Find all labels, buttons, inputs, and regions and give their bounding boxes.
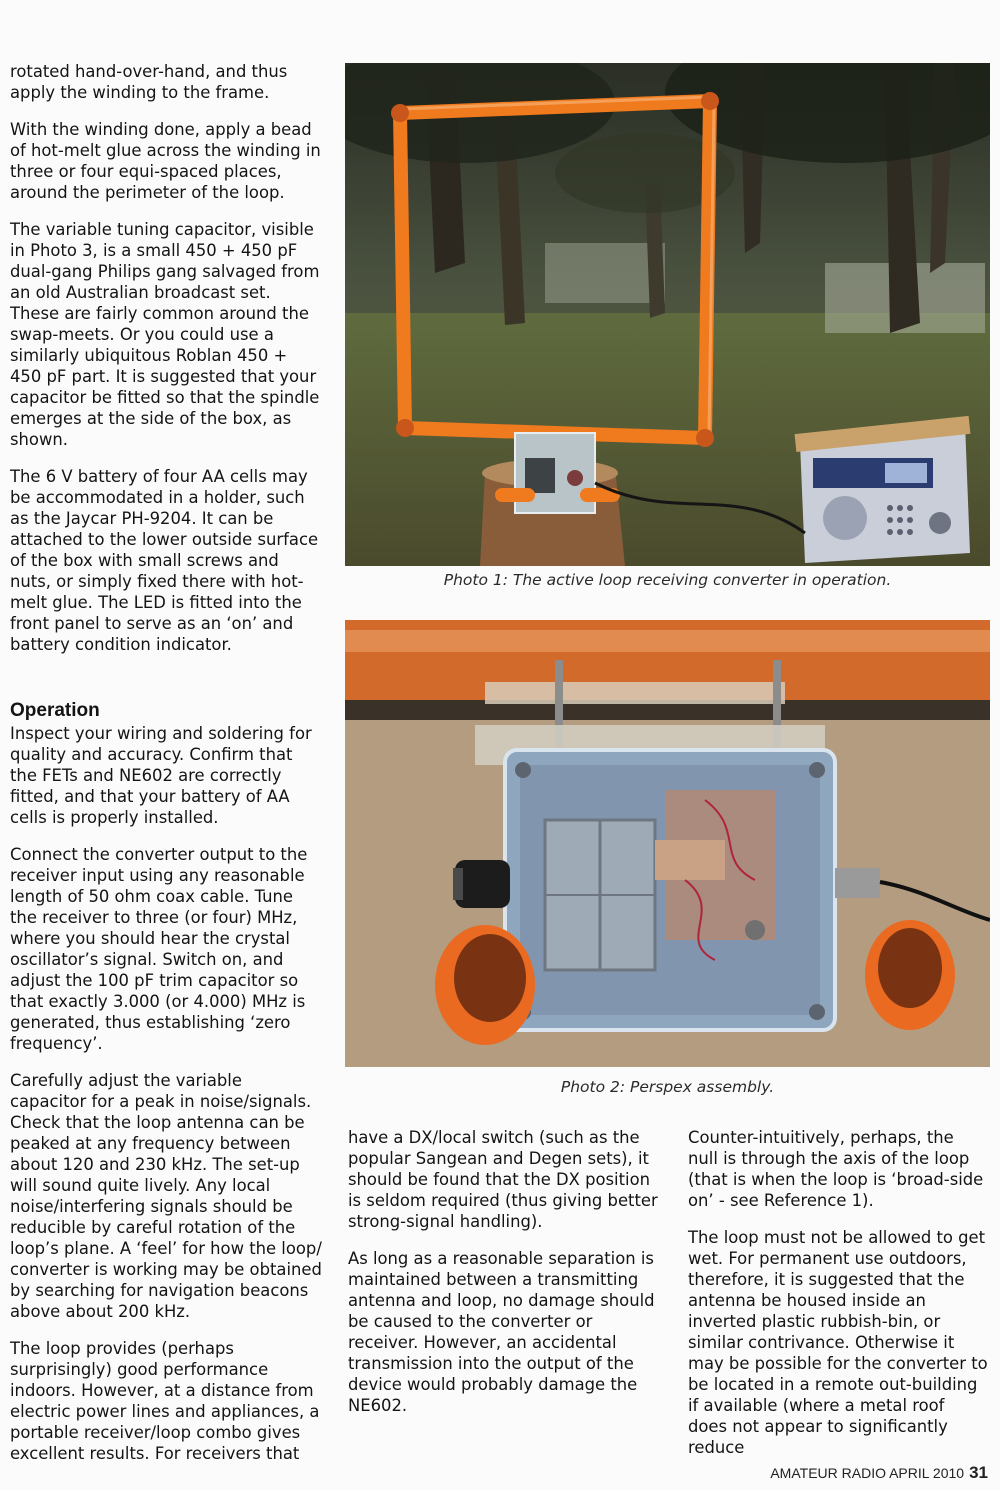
magazine-issue: AMATEUR RADIO APRIL 2010 [770,1465,965,1481]
body-paragraph: With the winding done, apply a bead of hot-melt glue across the winding in three or four equi-spaced places, around the perimeter of the loop. [10,120,321,202]
left-column [10,61,322,1480]
right-column [688,1127,988,1474]
body-paragraph: The variable tuning capacitor, visible in Photo 3, is a small 450 + 450 pF dual-gang Philips gang salvaged from an old Australian broadcast set. These are fairly common around the swap-meets. Or you could use a similarly ubiquitous Roblan 450 + 450 pF part. It is suggested that your capacitor be fitted so that the spindle emerges at the side of the box, as shown. [10,220,320,449]
body-paragraph: As long as a reasonable separation is maintained between a transmitting antenna and loop, no damage should be caused to the converter or receiver. However, an accidental transmission into the output of the device would probably damage the NE602. [348,1249,655,1415]
body-paragraph: Connect the converter output to the receiver input using any reasonable length of 50 ohm coax cable. Tune the receiver to three (or four) MHz, where you should hear the crystal oscillator’s signal. Switch on, and adjust the 100 pF trim capacitor so that exactly 3.000 (or 4.000) MHz is generated, thus establishing ‘zero frequency’. [10,845,308,1053]
page-footer [770,1463,988,1483]
body-paragraph: The loop must not be allowed to get wet. For permanent use outdoors, therefore, it is suggested that the antenna be housed inside an inverted plastic rubbish-bin, or similar contrivance. Otherwise it may be possible for the converter to be located in a remote out-building if available (where a metal roof does not appear to significantly reduce [688,1228,988,1457]
photo-2-perspex-assembly [345,620,990,1067]
photo-2-caption: Photo 2: Perspex assembly. [560,1078,775,1096]
photo-2-image [345,620,990,1067]
photo-1-image [345,63,990,566]
section-heading-operation: Operation [10,700,100,721]
body-paragraph: Inspect your wiring and soldering for quality and accuracy. Confirm that the FETs and NE602 are correctly fitted, and that your battery of AA cells is properly installed. [10,724,312,827]
body-paragraph: rotated hand-over-hand, and thus apply the winding to the frame. [10,62,288,102]
body-paragraph: Counter-intuitively, perhaps, the null is through the axis of the loop (that is when the loop is ‘broad-side on’ - see Reference 1). [688,1128,984,1210]
body-paragraph: have a DX/local switch (such as the popular Sangean and Degen sets), it should be found that the DX position is seldom required (thus giving better strong-signal handling). [348,1128,658,1231]
page-number: 31 [969,1463,988,1482]
body-paragraph: Carefully adjust the variable capacitor for a peak in noise/signals. Check that the loop antenna can be peaked at any frequency between about 120 and 230 kHz. The set-up will sound quite lively. Any local noise/interfering signals should be reducible by careful rotation of the loop’s plane. A ‘feel’ for how the loop/ converter is working may be obtained by searching for navigation beacons above about 200 kHz. [10,1071,322,1321]
photo-1-caption: Photo 1: The active loop receiving converter in operation. [443,571,892,589]
body-paragraph: The 6 V battery of four AA cells may be accommodated in a holder, such as the Jaycar PH-9204. It can be attached to the lower outside surface of the box with small screws and nuts, or simply fixed there with hot-melt glue. The LED is fitted into the front panel to serve as an ‘on’ and battery condition indicator. [10,467,319,654]
body-paragraph: The loop provides (perhaps surprisingly) good performance indoors. However, at a distance from electric power lines and appliances, a portable receiver/loop combo gives excellent results. For receivers that [10,1339,320,1463]
photo-1-loop-in-operation [345,63,990,566]
middle-column [348,1127,660,1432]
